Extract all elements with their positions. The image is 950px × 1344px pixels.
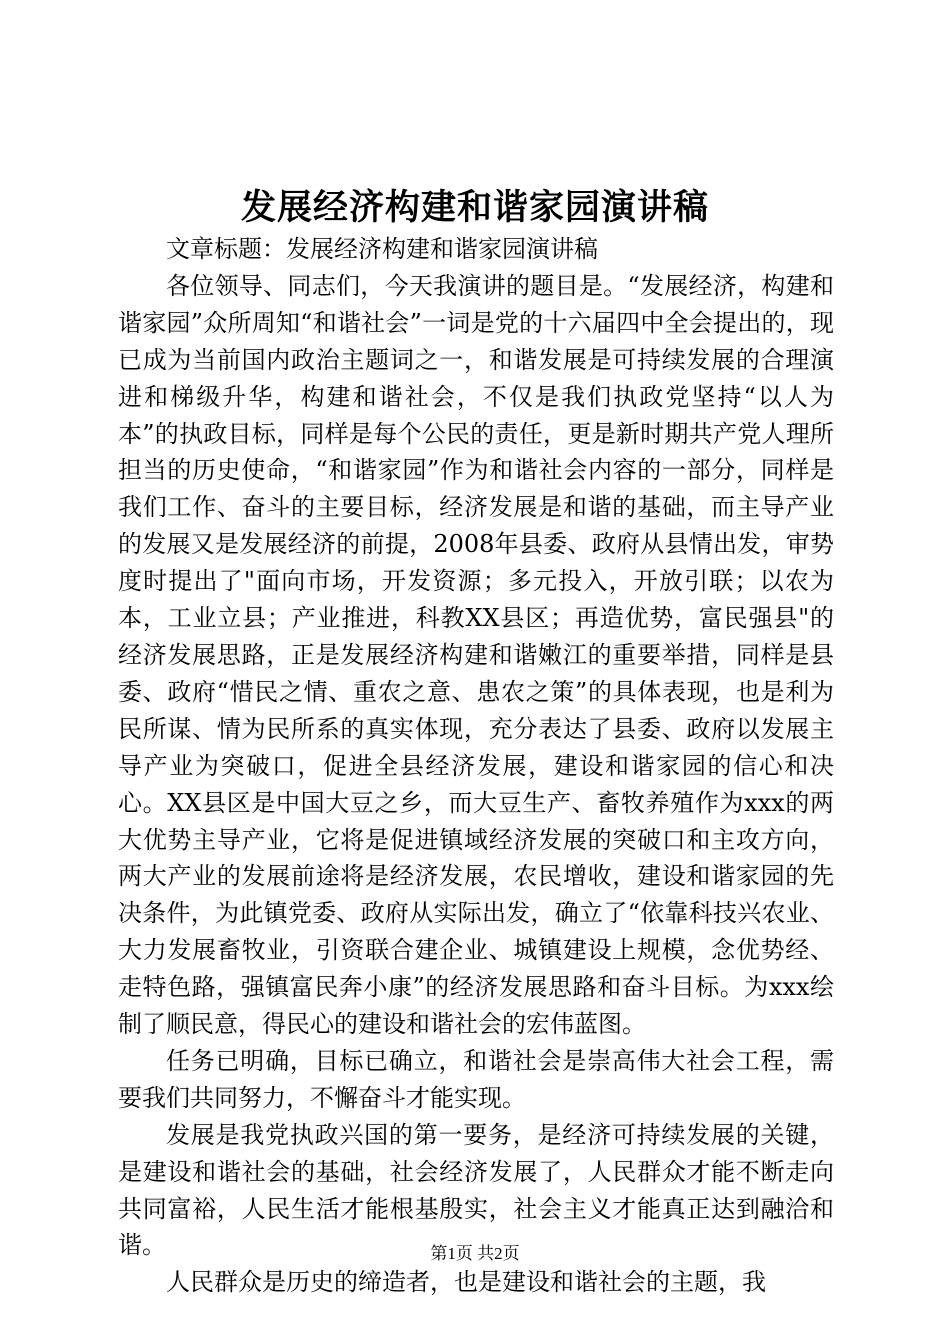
document-title: 发展经济构建和谐家园演讲稿 [240,187,709,228]
paragraph-task: 任务已明确，目标已确立，和谐社会是崇高伟大社会工程，需要我们共同努力，不懈奋斗才能实现。 [118,1046,834,1112]
paragraph-people: 人民群众是历史的缔造者，也是建设和谐社会的主题，我 [166,1268,766,1297]
page-number-footer: 第1页 共2页 [430,1244,520,1263]
paragraph-article-title: 文章标题：发展经济构建和谐家园演讲稿 [166,235,598,263]
paragraph-opening: 各位领导、同志们，今天我演讲的题目是。“发展经济，构建和谐家园”众所周知“和谐社会”一词是党的十六届四中全会提出的，现已成为当前国内政治主题词之一，和谐发展是可持续发展的合理演进和梯级升华，构建和谐社会，不仅是我们执政党坚持“以人为本”的执政目标，同样是每个公民的责任，更是新时期共产党人理所担当的历史使命，“和谐家园”作为和谐社会内容的一部分，同样是我们工作、奋斗的主要目标，经济发展是和谐的基础，而主导产业的发展又是发展经济的前提，2008年县委、政府从县情出发，审势度时提出了"面向市场，开发资源；多元投入，开放引联；以农为本，工业立县；产业推进，科教XX县区；再造优势，富民强县"的经济发展思路，正是发展经济构建和谐嫩江的重要举措，同样是县委、政府“惜民之情、重农之意、患农之策”的具体表现，也是利为民所谋、情为民所系的真实体现，充分表达了县委、政府以发展主导产业为突破口，促进全县经济发展，建设和谐家园的信心和决心。XX县区是中国大豆之乡，而大豆生产、畜牧养殖作为xxx的两大优势主导产业，它将是促进镇域经济发展的突破口和主攻方向，两大产业的发展前途将是经济发展，农民增收，建设和谐家园的先决条件，为此镇党委、政府从实际出发，确立了“依靠科技兴农业、大力发展畜牧业，引资联合建企业、城镇建设上规模，念优势经、走特色路，强镇富民奔小康”的经济发展思路和奋斗目标。为xxx绘制了顺民意，得民心的建设和谐社会的宏伟蓝图。 [118,271,834,1039]
paragraph-development: 发展是我党执政兴国的第一要务，是经济可持续发展的关键，是建设和谐社会的基础，社会经济发展了，人民群众才能不断走向共同富裕，人民生活才能根基殷实，社会主义才能真正达到融洽和谐。 [118,1120,834,1260]
document-body [118,231,834,1301]
